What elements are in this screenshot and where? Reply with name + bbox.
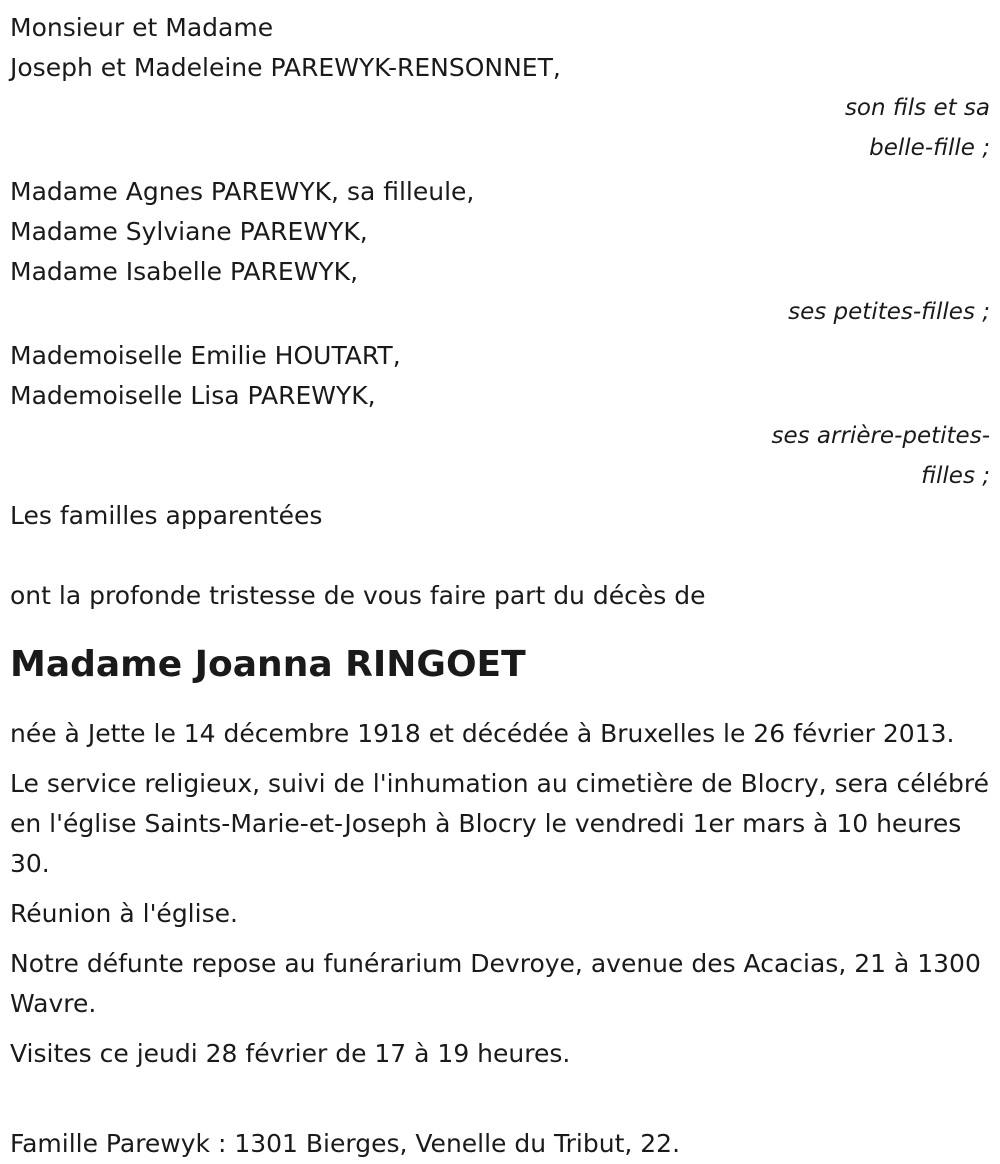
related-families: Les familles apparentées: [10, 501, 323, 530]
relation-label: son fils et sa belle-fille ;: [844, 95, 990, 161]
relation-label: ses arrière-petites-filles ;: [771, 423, 990, 489]
family-line: Mademoiselle Emilie HOUTART,: [10, 341, 401, 370]
family-group-great-granddaughters: [10, 336, 990, 496]
announcement-text: ont la profonde tristesse de vous faire part du décès de: [10, 581, 706, 610]
family-line: Madame Sylviane PAREWYK,: [10, 217, 368, 246]
family-line: Madame Isabelle PAREWYK,: [10, 257, 359, 286]
family-line: Mademoiselle Lisa PAREWYK,: [10, 381, 376, 410]
family-group-granddaughters: [10, 172, 990, 332]
family-address: Famille Parewyk : 1301 Bierges, Venelle du Tribut, 22.: [10, 1129, 681, 1158]
family-line: Monsieur et Madame: [10, 13, 274, 42]
family-line: Joseph et Madeleine PAREWYK-RENSONNET,: [10, 53, 561, 82]
funeral-home-paragraph: Notre défunte repose au funérarium Devroye, avenue des Acacias, 21 à 1300 Wavre.: [10, 949, 981, 1018]
visits-paragraph: Visites ce jeudi 28 février de 17 à 19 heures.: [10, 1039, 571, 1068]
relation-label: ses petites-filles ;: [788, 299, 990, 325]
obituary-notice: [10, 8, 990, 1164]
service-paragraph: Le service religieux, suivi de l'inhumation au cimetière de Blocry, sera célébré en l'église Saints-Marie-et-Joseph à Blocry le vendredi 1er mars à 10 heures 30.: [10, 769, 989, 878]
family-group-son: [10, 8, 990, 168]
birth-death-paragraph: née à Jette le 14 décembre 1918 et décédée à Bruxelles le 26 février 2013.: [10, 719, 955, 748]
meeting-paragraph: Réunion à l'église.: [10, 899, 238, 928]
family-line: Madame Agnes PAREWYK, sa filleule,: [10, 177, 475, 206]
deceased-name: Madame Joanna RINGOET: [10, 644, 526, 685]
